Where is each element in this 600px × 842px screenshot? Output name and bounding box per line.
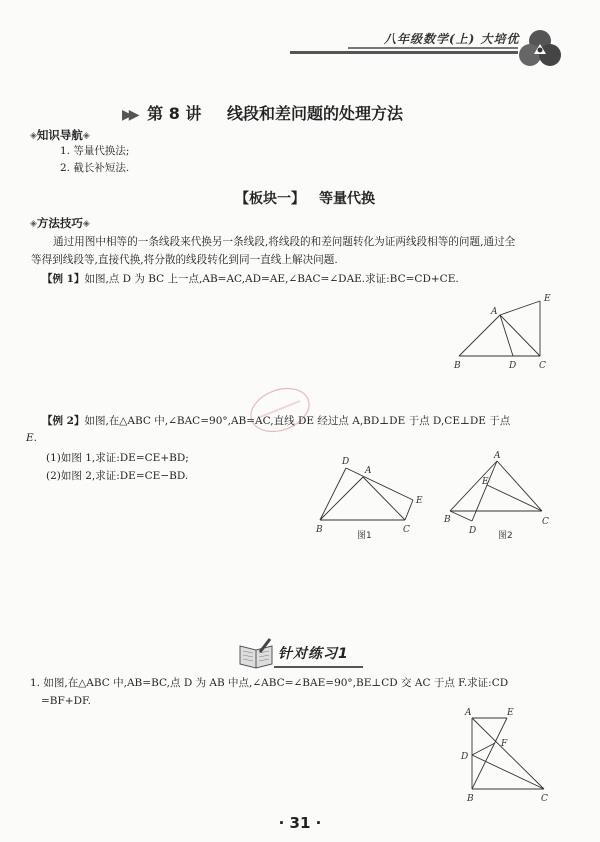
practice-problem-1: 1. 如图,在△ABC 中,AB=BC,点 D 为 AB 中点,∠ABC=∠BAE=90°,BE⊥CD 交 AC 于点 F.求证:CD (30, 677, 509, 689)
diamond-icon: ◈ (82, 219, 90, 229)
svg-text:D: D (509, 361, 517, 371)
svg-text:E: E (507, 708, 514, 718)
example-2-part-1: (1)如图 1,求证:DE=CE+BD; (46, 452, 189, 464)
chapter-title: 线段和差问题的处理方法 (226, 104, 403, 123)
svg-text:B: B (467, 794, 474, 804)
double-arrow-icon: ▶▶ (122, 107, 136, 123)
knowledge-item: 2. 截长补短法. (60, 162, 130, 174)
method-paragraph: 等得到线段等,直接代换,将分散的线段转化到同一直线上解决问题. (31, 254, 338, 266)
svg-text:A: A (365, 466, 372, 476)
svg-text:C: C (403, 525, 410, 535)
chapter-number: 第 8 讲 (147, 104, 202, 123)
svg-text:C: C (539, 361, 546, 371)
figure-2-caption: 图2 (498, 531, 513, 541)
svg-text:E: E (416, 496, 423, 506)
block-title: 【板块一】 等量代换 (235, 191, 375, 207)
page-number: · 31 · (278, 814, 322, 832)
svg-text:D: D (469, 526, 477, 536)
knowledge-item: 1. 等量代换法; (60, 145, 130, 157)
practice-problem-1-cont: =BF+DF. (41, 695, 92, 707)
example-2-cont: E. (26, 432, 38, 444)
book-title: 八年级数学(上) 大培优 (384, 32, 520, 46)
knowledge-nav-label: ◈知识导航◈ (30, 128, 90, 142)
svg-text:B: B (444, 515, 451, 525)
header-rule (290, 51, 518, 54)
svg-text:E: E (544, 294, 551, 304)
svg-text:C: C (542, 517, 549, 527)
practice-title: 针对练习1 (278, 646, 349, 662)
example-1-figure (445, 288, 570, 373)
svg-text:A: A (465, 708, 472, 718)
diamond-icon: ◈ (30, 131, 37, 141)
svg-text:D: D (461, 752, 469, 762)
svg-text:B: B (316, 525, 323, 535)
svg-text:C: C (541, 794, 548, 804)
tri-circle-logo-icon (517, 28, 563, 68)
svg-text:D: D (342, 457, 350, 467)
example-2: 【例 2】如图,在△ABC 中,∠BAC=90°,AB=AC,直线 DE 经过点 A,BD⊥DE 于点 D,CE⊥DE 于点 (42, 415, 511, 427)
svg-text:A: A (491, 307, 498, 317)
figure-1-caption: 图1 (357, 531, 372, 541)
svg-text:A: A (494, 451, 501, 461)
header-rule (348, 47, 518, 49)
diamond-icon: ◈ (82, 131, 90, 141)
chapter-heading (122, 101, 403, 124)
example-2-part-2: (2)如图 2,求证:DE=CE−BD. (46, 470, 189, 482)
method-label: ◈方法技巧◈ (30, 216, 90, 230)
svg-text:E: E (482, 477, 489, 487)
svg-text:F: F (501, 739, 508, 749)
method-paragraph: 通过用图中相等的一条线段来代换另一条线段,将线段的和差问题转化为证两线段相等的问题,通过全 (53, 236, 516, 248)
diamond-icon: ◈ (30, 219, 37, 229)
practice-1-figure (455, 703, 560, 808)
example-1: 【例 1】如图,点 D 为 BC 上一点,AB=AC,AD=AE,∠BAC=∠DAE.求证:BC=CD+CE. (42, 273, 459, 285)
svg-text:B: B (454, 361, 461, 371)
